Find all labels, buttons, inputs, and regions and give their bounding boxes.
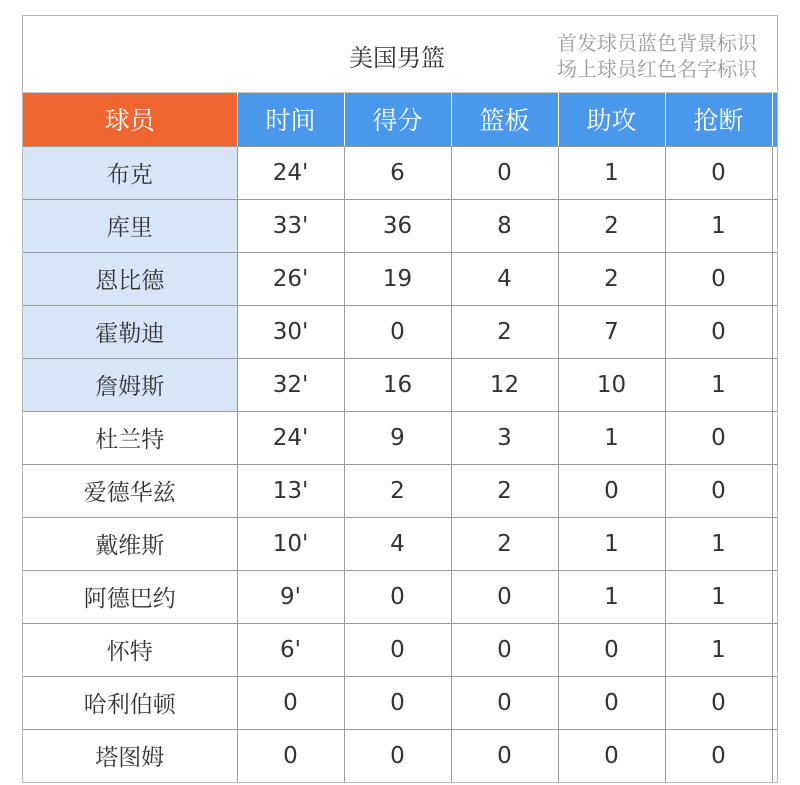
legend <box>557 30 757 82</box>
cell-rebounds: 2 <box>451 464 558 517</box>
cell-steals: 0 <box>665 146 772 199</box>
cell-points: 36 <box>344 199 451 252</box>
cell-points: 16 <box>344 358 451 411</box>
cell-assists: 1 <box>558 146 665 199</box>
cell-overflow <box>772 464 778 517</box>
cell-player: 霍勒迪 <box>23 305 237 358</box>
cell-time: 10' <box>237 517 344 570</box>
cell-steals: 0 <box>665 464 772 517</box>
cell-steals: 0 <box>665 411 772 464</box>
cell-rebounds: 4 <box>451 252 558 305</box>
cell-overflow <box>772 146 778 199</box>
cell-overflow <box>772 305 778 358</box>
cell-time: 24' <box>237 411 344 464</box>
cell-rebounds: 12 <box>451 358 558 411</box>
cell-steals: 1 <box>665 517 772 570</box>
cell-assists: 2 <box>558 252 665 305</box>
cell-rebounds: 0 <box>451 146 558 199</box>
cell-player: 塔图姆 <box>23 729 237 782</box>
table-row <box>23 252 778 305</box>
table-row <box>23 623 778 676</box>
cell-assists: 2 <box>558 199 665 252</box>
cell-steals: 1 <box>665 358 772 411</box>
header-player: 球员 <box>23 93 237 146</box>
legend-oncourt: 场上球员红色名字标识 <box>557 57 757 81</box>
cell-assists: 0 <box>558 623 665 676</box>
cell-assists: 10 <box>558 358 665 411</box>
cell-rebounds: 0 <box>451 676 558 729</box>
cell-time: 6' <box>237 623 344 676</box>
cell-time: 26' <box>237 252 344 305</box>
title-row <box>23 16 778 93</box>
cell-points: 0 <box>344 623 451 676</box>
cell-player: 杜兰特 <box>23 411 237 464</box>
header-assists: 助攻 <box>558 93 665 146</box>
cell-time: 33' <box>237 199 344 252</box>
cell-time: 9' <box>237 570 344 623</box>
cell-player: 阿德巴约 <box>23 570 237 623</box>
cell-player: 怀特 <box>23 623 237 676</box>
cell-steals: 0 <box>665 676 772 729</box>
table-row <box>23 199 778 252</box>
cell-overflow <box>772 729 778 782</box>
cell-time: 0 <box>237 676 344 729</box>
table-row <box>23 729 778 782</box>
cell-points: 4 <box>344 517 451 570</box>
cell-time: 13' <box>237 464 344 517</box>
cell-overflow <box>772 676 778 729</box>
cell-points: 0 <box>344 305 451 358</box>
cell-player: 布克 <box>23 146 237 199</box>
cell-points: 0 <box>344 729 451 782</box>
cell-points: 9 <box>344 411 451 464</box>
cell-rebounds: 2 <box>451 517 558 570</box>
header-overflow <box>772 93 778 146</box>
cell-steals: 0 <box>665 729 772 782</box>
cell-overflow <box>772 570 778 623</box>
stats-card <box>22 15 778 783</box>
cell-rebounds: 0 <box>451 623 558 676</box>
stats-body <box>23 146 778 782</box>
cell-assists: 0 <box>558 676 665 729</box>
header-time: 时间 <box>237 93 344 146</box>
cell-steals: 0 <box>665 305 772 358</box>
table-row <box>23 146 778 199</box>
cell-time: 24' <box>237 146 344 199</box>
table-row <box>23 305 778 358</box>
cell-overflow <box>772 623 778 676</box>
team-title: 美国男篮 <box>349 44 445 72</box>
cell-assists: 0 <box>558 464 665 517</box>
table-row <box>23 570 778 623</box>
cell-rebounds: 0 <box>451 729 558 782</box>
cell-assists: 0 <box>558 729 665 782</box>
cell-points: 2 <box>344 464 451 517</box>
cell-player: 库里 <box>23 199 237 252</box>
cell-overflow <box>772 517 778 570</box>
cell-assists: 7 <box>558 305 665 358</box>
cell-steals: 1 <box>665 623 772 676</box>
table-row <box>23 411 778 464</box>
cell-rebounds: 8 <box>451 199 558 252</box>
table-row <box>23 464 778 517</box>
cell-time: 32' <box>237 358 344 411</box>
cell-points: 6 <box>344 146 451 199</box>
cell-overflow <box>772 358 778 411</box>
cell-rebounds: 0 <box>451 570 558 623</box>
table-row <box>23 517 778 570</box>
cell-rebounds: 2 <box>451 305 558 358</box>
table-row <box>23 358 778 411</box>
header-points: 得分 <box>344 93 451 146</box>
cell-rebounds: 3 <box>451 411 558 464</box>
cell-steals: 0 <box>665 252 772 305</box>
table-row <box>23 676 778 729</box>
cell-assists: 1 <box>558 411 665 464</box>
legend-starter: 首发球员蓝色背景标识 <box>557 31 757 55</box>
cell-player: 哈利伯顿 <box>23 676 237 729</box>
stats-table <box>23 93 778 783</box>
cell-overflow <box>772 411 778 464</box>
cell-points: 0 <box>344 676 451 729</box>
cell-steals: 1 <box>665 570 772 623</box>
cell-player: 戴维斯 <box>23 517 237 570</box>
cell-time: 30' <box>237 305 344 358</box>
cell-overflow <box>772 199 778 252</box>
cell-points: 19 <box>344 252 451 305</box>
cell-assists: 1 <box>558 570 665 623</box>
header-rebounds: 篮板 <box>451 93 558 146</box>
cell-assists: 1 <box>558 517 665 570</box>
cell-steals: 1 <box>665 199 772 252</box>
cell-player: 詹姆斯 <box>23 358 237 411</box>
cell-player: 爱德华兹 <box>23 464 237 517</box>
header-steals: 抢断 <box>665 93 772 146</box>
header-row <box>23 93 778 146</box>
cell-time: 0 <box>237 729 344 782</box>
cell-overflow <box>772 252 778 305</box>
cell-points: 0 <box>344 570 451 623</box>
cell-player: 恩比德 <box>23 252 237 305</box>
